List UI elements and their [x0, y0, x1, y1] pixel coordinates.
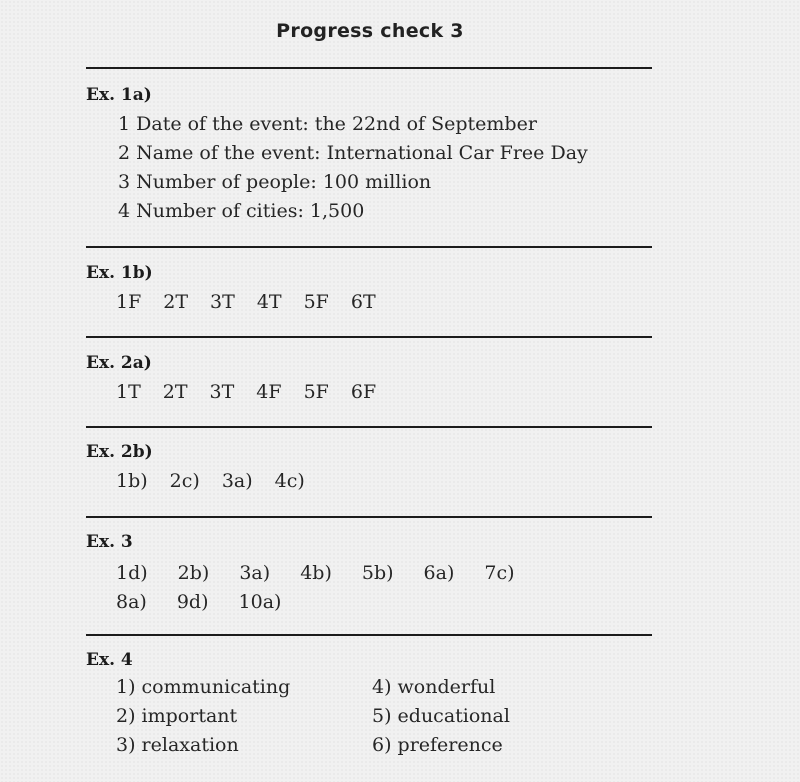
- section-divider: [86, 67, 652, 69]
- exercise-3-answer-3: 3a): [239, 562, 271, 584]
- section-divider: [86, 336, 652, 338]
- exercise-2a-answer-6: 6F: [350, 381, 377, 403]
- exercise-2a-heading: Ex. 2a): [86, 353, 152, 373]
- page-title: Progress check 3: [276, 20, 464, 42]
- exercise-4-answer-6: 6) preference: [372, 734, 503, 756]
- exercise-3-answer-1: 1d): [116, 562, 148, 584]
- exercise-3-heading: Ex. 3: [86, 532, 133, 552]
- section-divider: [86, 516, 652, 518]
- exercise-2b-heading: Ex. 2b): [86, 442, 153, 462]
- exercise-3-answer-9: 9d): [176, 591, 209, 613]
- exercise-3-answer-5: 5b): [361, 562, 394, 584]
- exercise-3-answer-4: 4b): [300, 562, 332, 584]
- exercise-1b-answer-4: 4T: [256, 291, 282, 313]
- exercise-2b-answer-1: 1b): [116, 470, 148, 492]
- exercise-2b: [86, 441, 686, 496]
- exercise-3: [86, 531, 686, 617]
- exercise-2b-answer-4: 4c): [274, 470, 305, 492]
- exercise-4-answer-4: 4) wonderful: [372, 676, 496, 698]
- exercise-3-answer-8: 8a): [116, 591, 147, 613]
- exercise-2b-answer-2: 2c): [169, 470, 200, 492]
- exercise-3-answer-10: 10a): [238, 591, 282, 613]
- exercise-2a-answer-4: 4F: [256, 381, 282, 403]
- exercise-2a-answer-1: 1T: [116, 381, 141, 403]
- exercise-1b-answer-5: 5F: [303, 291, 329, 313]
- exercise-3-answer-7: 7c): [484, 562, 515, 584]
- exercise-1b-answer-3: 3T: [210, 291, 235, 313]
- exercise-2b-answer-3: 3a): [221, 470, 253, 492]
- exercise-4-answer-1: 1) communicating: [116, 676, 291, 698]
- exercise-1a-item-1: 1 Date of the event: the 22nd of September: [118, 113, 537, 135]
- exercise-1b-answer-6: 6T: [350, 291, 376, 313]
- exercise-1b-heading: Ex. 1b): [86, 263, 153, 283]
- exercise-4-answer-3: 3) relaxation: [116, 734, 239, 756]
- exercise-4-answer-2: 2) important: [116, 705, 238, 727]
- exercise-1a: [86, 84, 686, 226]
- exercise-4: [86, 649, 686, 760]
- exercise-1a-item-3: 3 Number of people: 100 million: [118, 171, 432, 193]
- exercise-3-answer-2: 2b): [177, 562, 210, 584]
- exercise-3-answer-6: 6a): [423, 562, 455, 584]
- exercise-4-heading: Ex. 4: [86, 650, 133, 670]
- exercise-1b: [86, 262, 686, 317]
- section-divider: [86, 634, 652, 636]
- exercise-1b-answer-2: 2T: [163, 291, 189, 313]
- exercise-2a-answer-5: 5F: [303, 381, 329, 403]
- exercise-1a-item-2: 2 Name of the event: International Car Free Day: [118, 142, 588, 164]
- section-divider: [86, 426, 652, 428]
- section-divider: [86, 246, 652, 248]
- exercise-2a-answer-2: 2T: [162, 381, 188, 403]
- exercise-2a-answer-3: 3T: [209, 381, 235, 403]
- exercise-1a-item-4: 4 Number of cities: 1,500: [118, 200, 365, 222]
- exercise-1a-heading: Ex. 1a): [86, 85, 152, 105]
- exercise-4-answer-5: 5) educational: [372, 705, 510, 727]
- exercise-2a: [86, 352, 686, 407]
- exercise-1b-answer-1: 1F: [116, 291, 142, 313]
